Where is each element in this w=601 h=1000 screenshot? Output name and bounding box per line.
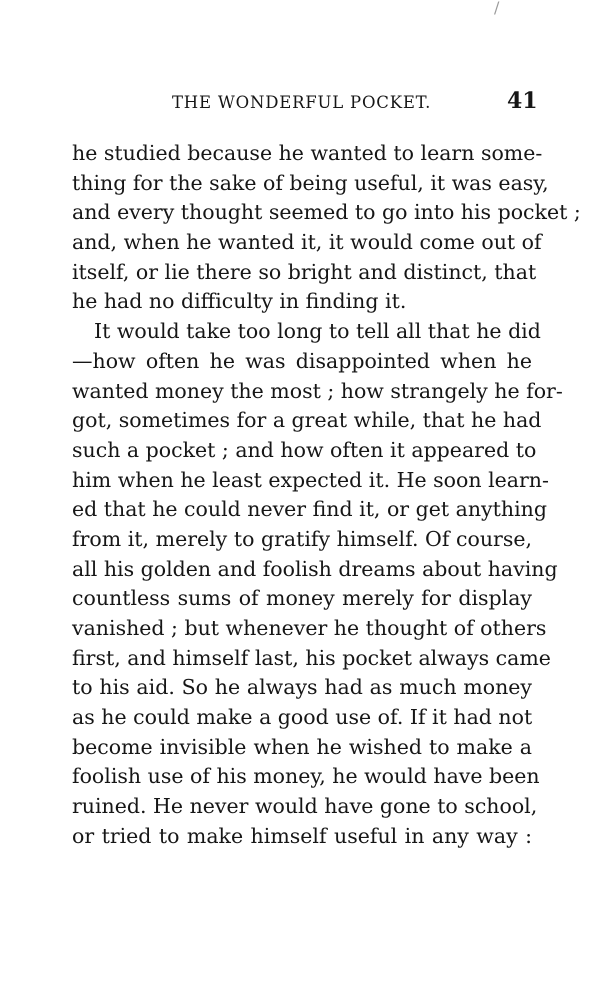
- text-line: vanished ; but whenever he thought of others: [72, 616, 547, 640]
- body-text: [72, 139, 581, 852]
- text-line: and every thought seemed to go into his pocket ;: [72, 200, 581, 225]
- text-line: and, when he wanted it, it would come out of: [72, 230, 542, 255]
- text-line: got, sometimes for a great while, that he had: [72, 408, 542, 433]
- running-head: THE WONDERFUL POCKET.: [172, 93, 432, 112]
- text-line: such a pocket ; and how often it appeared to: [72, 437, 537, 462]
- text-line: ed that he could never find it, or get anything: [72, 497, 547, 522]
- text-line: first, and himself last, his pocket always came: [72, 645, 551, 670]
- page-number: 41: [507, 88, 538, 114]
- text-line: from it, merely to gratify himself. Of course,: [72, 526, 532, 551]
- text-line: ruined. He never would have gone to school,: [72, 794, 538, 819]
- text-line: thing for the sake of being useful, it was easy,: [72, 170, 549, 195]
- text-line: he studied because he wanted to learn some-: [72, 141, 543, 165]
- text-line: foolish use of his money, he would have been: [72, 764, 540, 789]
- text-line: or tried to make himself useful in any way :: [72, 823, 532, 848]
- text-line: itself, or lie there so bright and distinct, that: [72, 259, 537, 284]
- text-line: —how often he was disappointed when he: [72, 348, 532, 373]
- text-line: all his golden and foolish dreams about having: [72, 556, 558, 581]
- corner-pencil-mark: /: [494, 0, 500, 17]
- text-line: to his aid. So he always had as much money: [72, 675, 532, 700]
- text-line: become invisible when he wished to make a: [72, 734, 532, 759]
- text-line: countless sums of money merely for display: [72, 586, 532, 611]
- text-line: It would take too long to tell all that he did: [94, 319, 541, 344]
- text-line: as he could make a good use of. If it had not: [72, 705, 533, 730]
- text-line: wanted money the most ; how strangely he for-: [72, 378, 563, 403]
- text-line: him when he least expected it. He soon learn-: [72, 467, 549, 492]
- text-line: he had no difficulty in finding it.: [72, 289, 407, 314]
